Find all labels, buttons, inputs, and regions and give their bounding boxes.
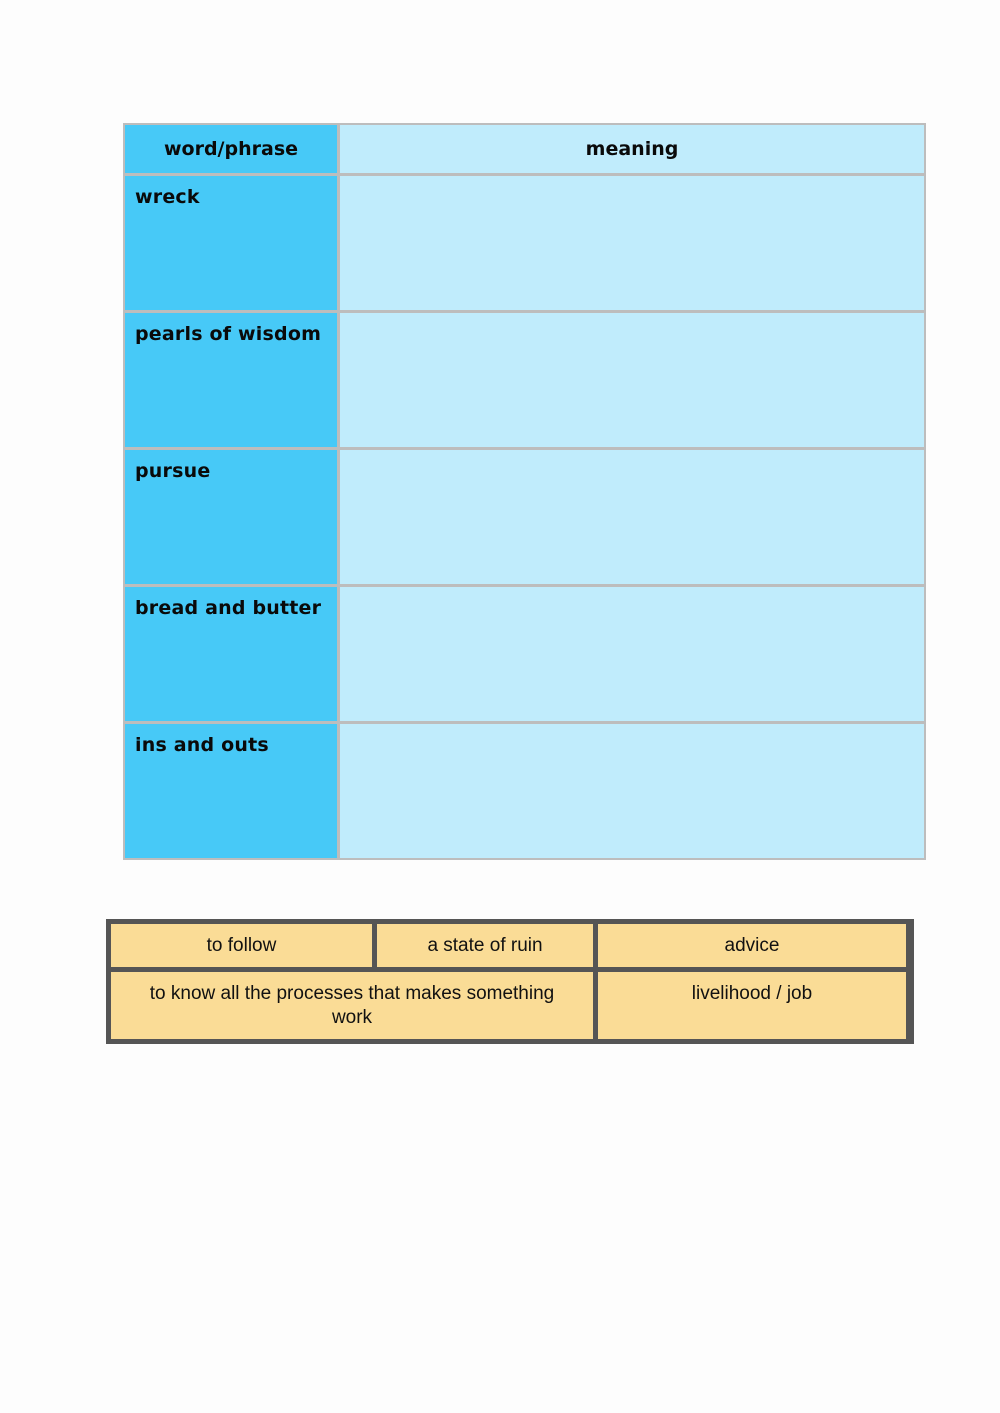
answer-bank-row	[111, 924, 909, 967]
term-cell: ins and outs	[125, 724, 337, 858]
answer-chip[interactable]: advice	[598, 924, 906, 967]
term-cell: pearls of wisdom	[125, 313, 337, 447]
meaning-cell[interactable]	[340, 176, 924, 310]
meaning-cell[interactable]	[340, 587, 924, 721]
answer-chip[interactable]: a state of ruin	[377, 924, 593, 967]
term-cell: wreck	[125, 176, 337, 310]
term-cell: bread and butter	[125, 587, 337, 721]
term-cell: pursue	[125, 450, 337, 584]
answer-chip[interactable]: to follow	[111, 924, 372, 967]
answer-chip[interactable]: to know all the processes that makes something work	[111, 972, 593, 1039]
answer-chip[interactable]: livelihood / job	[598, 972, 906, 1039]
header-word-phrase: word/phrase	[125, 125, 337, 173]
meaning-cell[interactable]	[340, 313, 924, 447]
meaning-cell[interactable]	[340, 724, 924, 858]
answer-bank	[106, 919, 914, 1044]
vocabulary-table	[123, 123, 926, 860]
answer-bank-row	[111, 972, 909, 1039]
meaning-cell[interactable]	[340, 450, 924, 584]
header-meaning: meaning	[340, 125, 924, 173]
